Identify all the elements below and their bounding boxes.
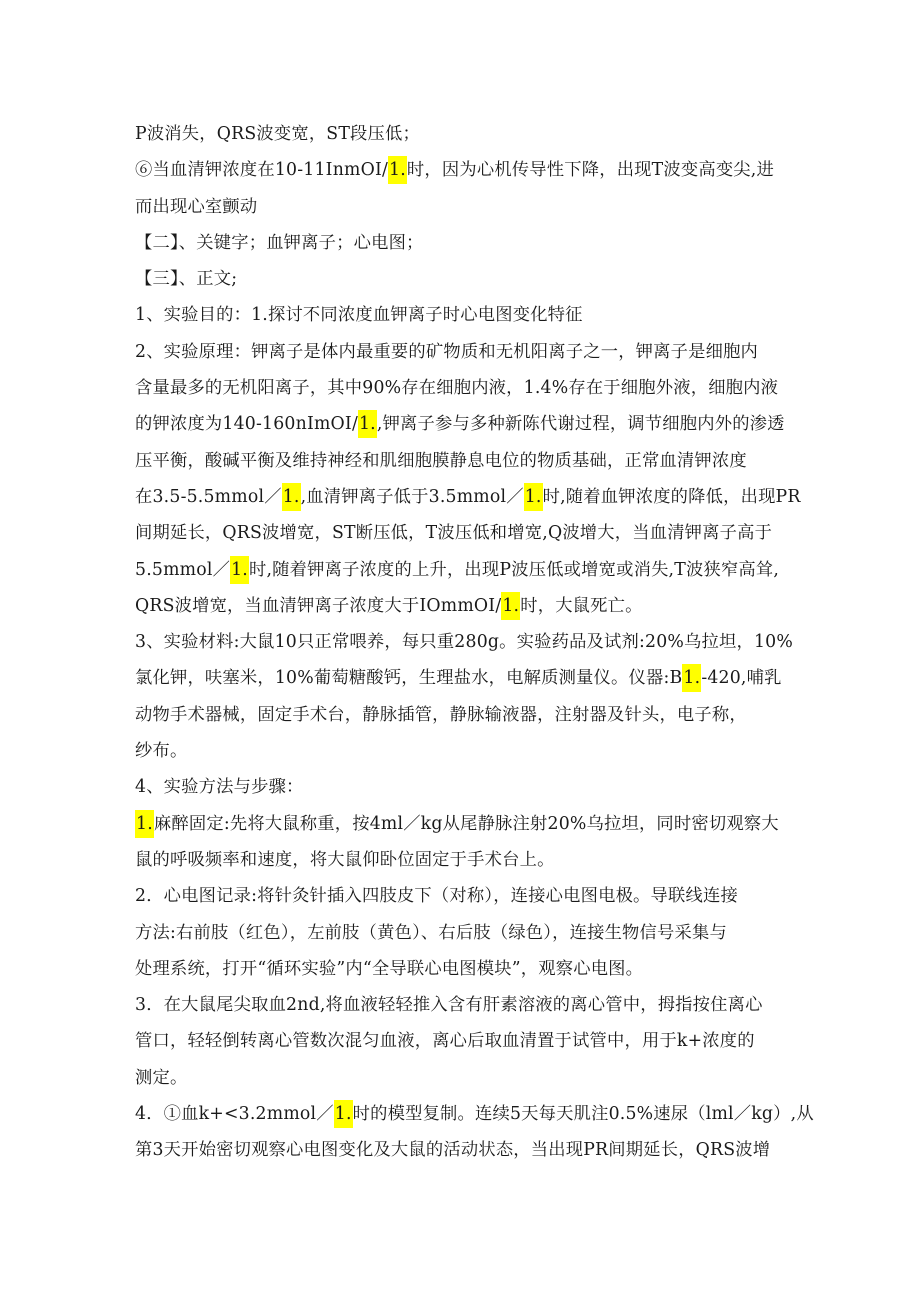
text-run: 测定。: [135, 1067, 188, 1088]
text-run: 动物手术器械，固定手术台，静脉插管，静脉输液器，注射器及针头，电子称，: [135, 704, 747, 725]
text-run: 1、实验目的：1.探讨不同浓度血钾离子时心电图变化特征: [135, 305, 583, 326]
text-line: [135, 334, 795, 370]
text-run: 管口，轻轻倒转离心管数次混匀血液，离心后取血清置于试管中，用于k+浓度的: [135, 1031, 755, 1052]
highlight-mark: 1.: [135, 810, 154, 838]
text-line: [135, 588, 795, 624]
text-line: [135, 443, 795, 479]
text-line: [135, 406, 795, 442]
text-line: [135, 806, 795, 842]
text-line: [135, 515, 795, 551]
text-run: 时,随着钾离子浓度的上升，出现P波压低或增宽或消失,T波狭窄高耸,: [248, 559, 780, 580]
highlight-mark: 1.: [282, 483, 301, 511]
text-line: [135, 624, 795, 660]
text-run: ⑥当血清钾浓度在10-11InmOI/: [135, 160, 389, 181]
text-run: 的钾浓度为140-160nImOI/: [135, 414, 358, 435]
text-run: 处理系统，打开“循环实验”内“全导联心电图模块”，观察心电图。: [135, 958, 644, 979]
text-run: 鼠的呼吸频率和速度，将大鼠仰卧位固定于手术台上。: [135, 849, 555, 870]
highlight-mark: 1.: [358, 410, 377, 438]
text-run: 3、实验材料:大鼠10只正常喂养，每只重280g。实验药品及试剂:20%乌拉坦，10%: [135, 632, 793, 653]
text-run: -420,哺乳: [701, 668, 782, 689]
highlight-mark: 1.: [388, 156, 407, 184]
text-run: 含量最多的无机阳离子，其中90%存在细胞内液，1.4%存在于细胞外液，细胞内液: [135, 378, 779, 399]
highlight-mark: 1.: [334, 1100, 353, 1128]
text-run: ,钾离子参与多种新陈代谢过程，调节细胞内外的渗透: [376, 414, 785, 435]
text-run: 而出现心室颤动: [135, 196, 258, 217]
text-run: P波消失，QRS波变宽，ST段压低；: [135, 124, 420, 144]
text-run: 时，因为心机传导性下降，出现T波变高变尖,进: [406, 160, 774, 181]
text-line: [135, 1060, 795, 1096]
text-run: 麻醉固定:先将大鼠称重，按4ml／kg从尾静脉注射20%乌拉坦，同时密切观察大: [153, 813, 779, 834]
text-run: ,血清钾离子低于3.5mmol／: [300, 486, 524, 507]
text-line: [135, 660, 795, 696]
text-line: [135, 552, 795, 588]
highlight-mark: 1.: [682, 664, 701, 692]
text-run: 压平衡，酸碱平衡及维持神经和肌细胞膜静息电位的物质基础，正常血清钾浓度: [135, 450, 747, 471]
text-line: [135, 1096, 814, 1132]
text-line: [135, 116, 795, 152]
text-line: [135, 297, 795, 333]
text-line: [135, 987, 795, 1023]
text-run: 时的模型复制。连续5天每天肌注0.5%速尿（lml／kg）,从: [352, 1104, 814, 1125]
text-line: [135, 951, 795, 987]
text-line: [135, 878, 795, 914]
document-page: [135, 116, 814, 1169]
text-run: 5.5mmol／: [135, 559, 231, 580]
text-run: 4．①血k+<3.2mmol／: [135, 1104, 334, 1125]
text-run: 时，大鼠死亡。: [520, 595, 643, 616]
text-run: 间期延长，QRS波增宽，ST断压低，T波压低和增宽,Q波增大，当血清钾离子高于: [135, 523, 773, 544]
text-line: [135, 769, 795, 805]
text-line: [135, 370, 795, 406]
text-run: 纱布。: [135, 741, 188, 762]
text-run: QRS波增宽，当血清钾离子浓度大于IOmmOI/: [135, 595, 502, 616]
text-run: 2、实验原理：钾离子是体内最重要的矿物质和无机阳离子之一，钾离子是细胞内: [135, 341, 759, 362]
text-run: 【二】、关键字；血钾离子；心电图；: [135, 232, 424, 253]
text-run: 4、实验方法与步骤：: [135, 777, 304, 798]
text-line: [135, 697, 795, 733]
highlight-mark: 1.: [501, 592, 520, 620]
highlight-mark: 1.: [230, 556, 249, 584]
text-line: [135, 733, 795, 769]
highlight-mark: 1.: [524, 483, 543, 511]
text-run: 3．在大鼠尾尖取血2nd,将血液轻轻推入含有肝素溶液的离心管中，拇指按住离心: [135, 995, 763, 1016]
text-run: 方法:右前肢（红色），左前肢（黄色）、右后肢（绿色），连接生物信号采集与: [135, 922, 727, 943]
text-line: [135, 225, 795, 261]
text-line: [135, 1023, 795, 1059]
text-run: 时,随着血钾浓度的降低，出现PR: [542, 486, 801, 507]
text-run: 氯化钾，呋塞米，10%葡萄糖酸钙，生理盐水，电解质测量仪。仪器:B: [135, 668, 683, 689]
text-line: [135, 915, 795, 951]
text-line: [135, 261, 795, 297]
text-line: [135, 152, 795, 188]
text-line: [135, 479, 801, 515]
text-run: 2．心电图记录:将针灸针插入四肢皮下（对称），连接心电图电极。导联线连接: [135, 886, 738, 907]
text-run: 在3.5-5.5mmol／: [135, 486, 282, 507]
text-run: 第3天开始密切观察心电图变化及大鼠的活动状态，当出现PR间期延长，QRS波增: [135, 1140, 771, 1161]
text-run: 【三】、正文;: [135, 269, 238, 290]
text-line: [135, 1132, 795, 1168]
text-line: [135, 842, 795, 878]
text-line: [135, 189, 795, 225]
